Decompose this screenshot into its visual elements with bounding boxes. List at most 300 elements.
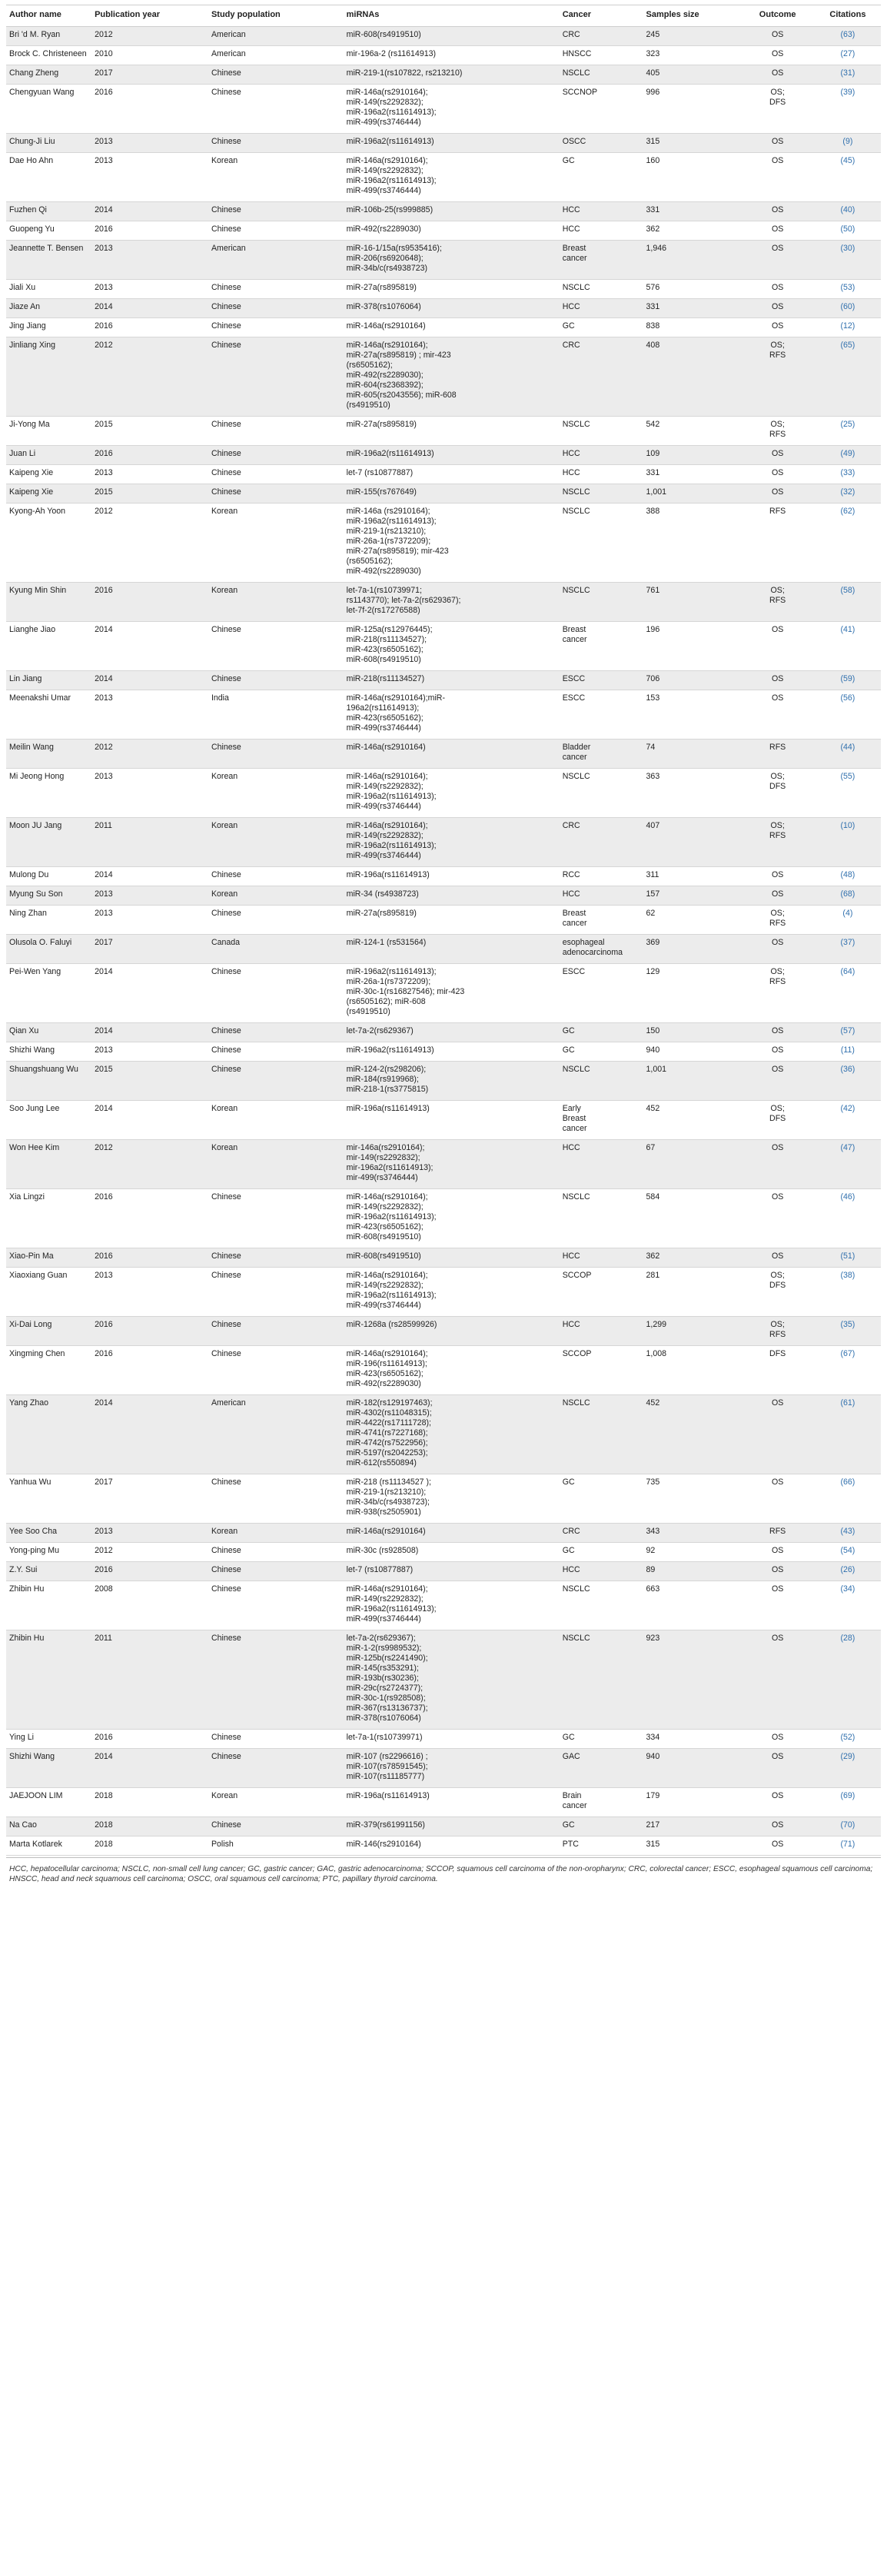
cell-study-population: American (208, 241, 344, 280)
cell-citation[interactable]: (32) (815, 484, 881, 504)
cell-cancer: NSCLC (560, 280, 643, 299)
cell-citation[interactable]: (51) (815, 1248, 881, 1268)
cell-citation[interactable]: (53) (815, 280, 881, 299)
cell-mirnas: miR-196a(rs11614913) (344, 867, 560, 886)
cell-outcome: OS (740, 1543, 814, 1562)
cell-author: Pei-Wen Yang (6, 964, 91, 1023)
cell-publication-year: 2014 (91, 1023, 208, 1042)
header-cancer: Cancer (560, 5, 643, 27)
cell-cancer: HCC (560, 465, 643, 484)
cell-cancer: RCC (560, 867, 643, 886)
cell-sample-size: 129 (643, 964, 741, 1023)
cell-mirnas: miR-182(rs129197463); miR-4302(rs11048315); miR-4422(rs17111728); miR-4741(rs7227168); miR-4742(rs7522956); miR-5197(rs2042253); miR-612(rs550894) (344, 1395, 560, 1474)
cell-mirnas: miR-608(rs4919510) (344, 27, 560, 46)
cell-study-population: Chinese (208, 1730, 344, 1749)
cell-sample-size: 576 (643, 280, 741, 299)
table-row (6, 504, 881, 583)
cell-author: Xiaoxiang Guan (6, 1268, 91, 1317)
cell-study-population: Chinese (208, 1023, 344, 1042)
cell-sample-size: 179 (643, 1788, 741, 1817)
table-row (6, 1730, 881, 1749)
cell-citation[interactable]: (71) (815, 1836, 881, 1856)
table-row (6, 583, 881, 622)
header-author: Author name (6, 5, 91, 27)
cell-author: Guopeng Yu (6, 221, 91, 241)
table-footnote: HCC, hepatocellular carcinoma; NSCLC, non-small cell lung cancer; GC, gastric cancer; GAC, gastric adenocarcinoma; SCCOP, squamous cell carcinoma of the non-oropharynx; CRC, colorectal cancer; ESCC, esophageal squamous cell carcinoma; HNSCC, head and neck squamous cell carcinoma; OSCC, oral squamous cell carcinoma; PTC, papillary thyroid carcinoma. (6, 1857, 881, 1890)
cell-publication-year: 2010 (91, 46, 208, 65)
cell-citation[interactable]: (35) (815, 1317, 881, 1346)
cell-cancer: Early Breast cancer (560, 1101, 643, 1140)
cell-mirnas: miR-125a(rs12976445); miR-218(rs11134527); miR-423(rs6505162); miR-608(rs4919510) (344, 622, 560, 671)
cell-sample-size: 62 (643, 906, 741, 935)
cell-publication-year: 2015 (91, 1062, 208, 1101)
cell-mirnas: miR-146a(rs2910164);miR- 196a2(rs11614913); miR-423(rs6505162); miR-499(rs3746444) (344, 690, 560, 740)
cell-author: Chengyuan Wang (6, 85, 91, 134)
table-row (6, 1062, 881, 1101)
cell-cancer: GC (560, 153, 643, 202)
cell-author: Fuzhen Qi (6, 202, 91, 221)
cell-outcome: OS; RFS (740, 417, 814, 446)
cell-author: Won Hee Kim (6, 1140, 91, 1189)
cell-mirnas: miR-27a(rs895819) (344, 280, 560, 299)
cell-author: Yong-ping Mu (6, 1543, 91, 1562)
cell-citation[interactable]: (43) (815, 1524, 881, 1543)
cell-author: Lianghe Jiao (6, 622, 91, 671)
cell-sample-size: 311 (643, 867, 741, 886)
cell-outcome: OS (740, 1836, 814, 1856)
cell-study-population: Chinese (208, 622, 344, 671)
cell-study-population: Korean (208, 153, 344, 202)
table-row (6, 27, 881, 46)
table-row (6, 740, 881, 769)
cell-citation[interactable]: (44) (815, 740, 881, 769)
cell-sample-size: 343 (643, 1524, 741, 1543)
cell-author: Jiaze An (6, 299, 91, 318)
cell-cancer: SCCOP (560, 1268, 643, 1317)
cell-publication-year: 2016 (91, 1317, 208, 1346)
table-row (6, 202, 881, 221)
table-row (6, 886, 881, 906)
cell-citation[interactable]: (10) (815, 818, 881, 867)
table-row (6, 622, 881, 671)
cell-mirnas: let-7a-1(rs10739971) (344, 1730, 560, 1749)
cell-study-population: Chinese (208, 299, 344, 318)
cell-publication-year: 2016 (91, 1562, 208, 1581)
cell-cancer: NSCLC (560, 1630, 643, 1730)
cell-study-population: American (208, 46, 344, 65)
cell-publication-year: 2013 (91, 1524, 208, 1543)
cell-sample-size: 407 (643, 818, 741, 867)
cell-study-population: Korean (208, 886, 344, 906)
cell-author: Kaipeng Xie (6, 484, 91, 504)
cell-cancer: HCC (560, 1562, 643, 1581)
cell-sample-size: 74 (643, 740, 741, 769)
table-row (6, 867, 881, 886)
table-row (6, 337, 881, 417)
cell-citation[interactable]: (67) (815, 1346, 881, 1395)
cell-publication-year: 2018 (91, 1817, 208, 1836)
cell-citation[interactable]: (65) (815, 337, 881, 417)
table-row (6, 1268, 881, 1317)
cell-sample-size: 245 (643, 27, 741, 46)
cell-citation[interactable]: (63) (815, 27, 881, 46)
cell-mirnas: miR-146a (rs2910164); miR-196a2(rs11614913); miR-219-1(rs213210); miR-26a-1(rs7372209); miR-27a(rs895819); mir-423 (rs6505162); miR-492(rs2289030) (344, 504, 560, 583)
cell-cancer: HNSCC (560, 46, 643, 65)
cell-citation[interactable]: (41) (815, 622, 881, 671)
cell-publication-year: 2012 (91, 1140, 208, 1189)
cell-sample-size: 996 (643, 85, 741, 134)
cell-mirnas: miR-379(rs61991156) (344, 1817, 560, 1836)
cell-publication-year: 2013 (91, 886, 208, 906)
cell-citation[interactable]: (42) (815, 1101, 881, 1140)
cell-publication-year: 2013 (91, 134, 208, 153)
cell-author: Jinliang Xing (6, 337, 91, 417)
cell-mirnas: miR-146a(rs2910164); miR-149(rs2292832); miR-196a2(rs11614913); miR-423(rs6505162); miR-608(rs4919510) (344, 1189, 560, 1248)
cell-citation[interactable]: (33) (815, 465, 881, 484)
mirna-snp-study-table (6, 5, 881, 1856)
cell-sample-size: 1,299 (643, 1317, 741, 1346)
cell-publication-year: 2013 (91, 465, 208, 484)
cell-mirnas: miR-196a(rs11614913) (344, 1788, 560, 1817)
header-publication-year: Publication year (91, 5, 208, 27)
cell-author: Brock C. Christeneen (6, 46, 91, 65)
cell-cancer: GC (560, 1042, 643, 1062)
cell-sample-size: 1,001 (643, 1062, 741, 1101)
cell-publication-year: 2016 (91, 1346, 208, 1395)
cell-author: Kyong-Ah Yoon (6, 504, 91, 583)
cell-mirnas: miR-27a(rs895819) (344, 417, 560, 446)
cell-outcome: OS (740, 1189, 814, 1248)
cell-citation[interactable]: (57) (815, 1023, 881, 1042)
cell-cancer: NSCLC (560, 583, 643, 622)
cell-author: Lin Jiang (6, 671, 91, 690)
cell-outcome: OS (740, 935, 814, 964)
cell-citation[interactable]: (45) (815, 153, 881, 202)
cell-publication-year: 2013 (91, 690, 208, 740)
table-row (6, 417, 881, 446)
cell-study-population: Chinese (208, 1062, 344, 1101)
cell-study-population: Chinese (208, 867, 344, 886)
cell-author: Na Cao (6, 1817, 91, 1836)
cell-author: Kyung Min Shin (6, 583, 91, 622)
cell-publication-year: 2016 (91, 318, 208, 337)
cell-mirnas: miR-155(rs767649) (344, 484, 560, 504)
cell-author: Olusola O. Faluyi (6, 935, 91, 964)
cell-citation[interactable]: (27) (815, 46, 881, 65)
cell-citation[interactable]: (30) (815, 241, 881, 280)
cell-sample-size: 150 (643, 1023, 741, 1042)
cell-sample-size: 196 (643, 622, 741, 671)
table-row (6, 1101, 881, 1140)
cell-study-population: Korean (208, 818, 344, 867)
cell-mirnas: miR-107 (rs2296616) ; miR-107(rs78591545); miR-107(rs11185777) (344, 1749, 560, 1788)
cell-author: Jiali Xu (6, 280, 91, 299)
cell-cancer: NSCLC (560, 65, 643, 85)
cell-publication-year: 2017 (91, 65, 208, 85)
cell-cancer: NSCLC (560, 1395, 643, 1474)
cell-citation[interactable]: (62) (815, 504, 881, 583)
cell-citation[interactable]: (55) (815, 769, 881, 818)
cell-citation[interactable]: (36) (815, 1062, 881, 1101)
table-row (6, 1749, 881, 1788)
cell-citation[interactable]: (26) (815, 1562, 881, 1581)
cell-cancer: Bladder cancer (560, 740, 643, 769)
cell-outcome: OS (740, 622, 814, 671)
cell-mirnas: miR-378(rs1076064) (344, 299, 560, 318)
table-row (6, 1317, 881, 1346)
cell-author: JAEJOON LIM (6, 1788, 91, 1817)
cell-study-population: Chinese (208, 1817, 344, 1836)
cell-author: Juan Li (6, 446, 91, 465)
cell-cancer: PTC (560, 1836, 643, 1856)
cell-author: Zhibin Hu (6, 1630, 91, 1730)
table-row (6, 1543, 881, 1562)
cell-citation[interactable]: (28) (815, 1630, 881, 1730)
table-row (6, 906, 881, 935)
table-row (6, 85, 881, 134)
cell-citation[interactable]: (25) (815, 417, 881, 446)
cell-mirnas: let-7a-2(rs629367); miR-1-2(rs9989532); miR-125b(rs2241490); miR-145(rs353291); miR-193b(rs30236); miR-29c(rs2724377); miR-30c-1(rs928508); miR-367(rs13136737); miR-378(rs1076064) (344, 1630, 560, 1730)
cell-study-population: Chinese (208, 202, 344, 221)
cell-citation[interactable]: (48) (815, 867, 881, 886)
table-row (6, 134, 881, 153)
cell-citation[interactable]: (49) (815, 446, 881, 465)
header-citations: Citations (815, 5, 881, 27)
cell-cancer: GC (560, 1730, 643, 1749)
cell-citation[interactable]: (56) (815, 690, 881, 740)
cell-mirnas: let-7 (rs10877887) (344, 1562, 560, 1581)
cell-citation[interactable]: (11) (815, 1042, 881, 1062)
cell-author: Meenakshi Umar (6, 690, 91, 740)
cell-publication-year: 2014 (91, 867, 208, 886)
cell-outcome: RFS (740, 504, 814, 583)
cell-mirnas: miR-218(rs11134527) (344, 671, 560, 690)
cell-publication-year: 2017 (91, 935, 208, 964)
cell-study-population: Chinese (208, 1474, 344, 1524)
cell-citation[interactable]: (59) (815, 671, 881, 690)
cell-author: Moon JU Jang (6, 818, 91, 867)
cell-publication-year: 2016 (91, 1248, 208, 1268)
cell-citation[interactable]: (64) (815, 964, 881, 1023)
cell-sample-size: 109 (643, 446, 741, 465)
cell-outcome: OS (740, 1062, 814, 1101)
table-row (6, 1189, 881, 1248)
cell-mirnas: miR-146a(rs2910164) (344, 1524, 560, 1543)
cell-publication-year: 2015 (91, 417, 208, 446)
cell-study-population: Chinese (208, 906, 344, 935)
table-row (6, 46, 881, 65)
cell-author: Ji-Yong Ma (6, 417, 91, 446)
cell-outcome: OS; DFS (740, 1268, 814, 1317)
cell-outcome: OS (740, 867, 814, 886)
cell-publication-year: 2012 (91, 27, 208, 46)
cell-publication-year: 2016 (91, 1189, 208, 1248)
table-row (6, 935, 881, 964)
table-header (6, 5, 881, 27)
cell-citation[interactable]: (47) (815, 1140, 881, 1189)
cell-sample-size: 940 (643, 1749, 741, 1788)
table-row (6, 241, 881, 280)
cell-publication-year: 2013 (91, 769, 208, 818)
cell-study-population: Chinese (208, 85, 344, 134)
cell-mirnas: miR-146a(rs2910164) (344, 318, 560, 337)
cell-author: Yang Zhao (6, 1395, 91, 1474)
cell-mirnas: miR-34 (rs4938723) (344, 886, 560, 906)
cell-publication-year: 2014 (91, 1749, 208, 1788)
cell-publication-year: 2013 (91, 153, 208, 202)
cell-publication-year: 2014 (91, 671, 208, 690)
cell-publication-year: 2012 (91, 504, 208, 583)
cell-mirnas: miR-124-1 (rs531564) (344, 935, 560, 964)
cell-publication-year: 2013 (91, 906, 208, 935)
cell-author: Ying Li (6, 1730, 91, 1749)
cell-publication-year: 2013 (91, 241, 208, 280)
cell-citation[interactable]: (9) (815, 134, 881, 153)
cell-sample-size: 838 (643, 318, 741, 337)
cell-study-population: Chinese (208, 337, 344, 417)
cell-citation[interactable]: (31) (815, 65, 881, 85)
cell-author: Myung Su Son (6, 886, 91, 906)
cell-publication-year: 2013 (91, 1042, 208, 1062)
cell-publication-year: 2008 (91, 1581, 208, 1630)
cell-outcome: OS; RFS (740, 818, 814, 867)
cell-author: Meilin Wang (6, 740, 91, 769)
header-mirnas: miRNAs (344, 5, 560, 27)
cell-author: Dae Ho Ahn (6, 153, 91, 202)
cell-publication-year: 2014 (91, 964, 208, 1023)
cell-citation[interactable]: (70) (815, 1817, 881, 1836)
cell-outcome: OS (740, 1788, 814, 1817)
cell-mirnas: miR-196a2(rs11614913); miR-26a-1(rs7372209); miR-30c-1(rs16827546); mir-423 (rs6505162); miR-608 (rs4919510) (344, 964, 560, 1023)
cell-citation[interactable]: (37) (815, 935, 881, 964)
cell-publication-year: 2014 (91, 1395, 208, 1474)
cell-citation[interactable]: (40) (815, 202, 881, 221)
cell-cancer: NSCLC (560, 504, 643, 583)
cell-cancer: GAC (560, 1749, 643, 1788)
cell-author: Shizhi Wang (6, 1042, 91, 1062)
cell-outcome: OS (740, 299, 814, 318)
cell-mirnas: miR-146a(rs2910164); miR-149(rs2292832); miR-196a2(rs11614913); miR-499(rs3746444) (344, 85, 560, 134)
cell-outcome: OS (740, 1630, 814, 1730)
cell-author: Chang Zheng (6, 65, 91, 85)
cell-sample-size: 388 (643, 504, 741, 583)
cell-publication-year: 2018 (91, 1836, 208, 1856)
cell-study-population: Chinese (208, 1317, 344, 1346)
cell-outcome: RFS (740, 1524, 814, 1543)
cell-sample-size: 331 (643, 202, 741, 221)
cell-sample-size: 663 (643, 1581, 741, 1630)
cell-sample-size: 405 (643, 65, 741, 85)
cell-outcome: OS; RFS (740, 583, 814, 622)
cell-study-population: Canada (208, 935, 344, 964)
cell-citation[interactable]: (60) (815, 299, 881, 318)
cell-study-population: Chinese (208, 65, 344, 85)
cell-citation[interactable]: (58) (815, 583, 881, 622)
cell-citation[interactable]: (38) (815, 1268, 881, 1317)
cell-publication-year: 2012 (91, 337, 208, 417)
table-row (6, 1630, 881, 1730)
cell-study-population: Chinese (208, 1562, 344, 1581)
cell-study-population: Chinese (208, 446, 344, 465)
cell-sample-size: 923 (643, 1630, 741, 1730)
cell-mirnas: miR-196a2(rs11614913) (344, 134, 560, 153)
cell-citation[interactable]: (46) (815, 1189, 881, 1248)
cell-publication-year: 2011 (91, 1630, 208, 1730)
cell-outcome: OS (740, 221, 814, 241)
cell-citation[interactable]: (69) (815, 1788, 881, 1817)
cell-mirnas: miR-146a(rs2910164); miR-149(rs2292832); miR-196a2(rs11614913); miR-499(rs3746444) (344, 1268, 560, 1317)
cell-sample-size: 542 (643, 417, 741, 446)
cell-outcome: OS (740, 134, 814, 153)
cell-mirnas: miR-16-1/15a(rs9535416); miR-206(rs6920648); miR-34b/c(rs4938723) (344, 241, 560, 280)
cell-sample-size: 334 (643, 1730, 741, 1749)
cell-outcome: OS (740, 465, 814, 484)
cell-cancer: NSCLC (560, 484, 643, 504)
cell-publication-year: 2012 (91, 740, 208, 769)
cell-study-population: Chinese (208, 1749, 344, 1788)
cell-cancer: GC (560, 318, 643, 337)
table-body (6, 27, 881, 1856)
cell-citation[interactable]: (34) (815, 1581, 881, 1630)
cell-publication-year: 2014 (91, 622, 208, 671)
cell-outcome: OS (740, 1581, 814, 1630)
cell-outcome: OS (740, 446, 814, 465)
cell-author: Qian Xu (6, 1023, 91, 1042)
cell-outcome: OS; RFS (740, 1317, 814, 1346)
cell-mirnas: let-7a-2(rs629367) (344, 1023, 560, 1042)
cell-author: Soo Jung Lee (6, 1101, 91, 1140)
table-row (6, 221, 881, 241)
cell-mirnas: miR-196a2(rs11614913) (344, 446, 560, 465)
cell-publication-year: 2011 (91, 818, 208, 867)
cell-mirnas: miR-146(rs2910164) (344, 1836, 560, 1856)
table-row (6, 769, 881, 818)
cell-sample-size: 452 (643, 1101, 741, 1140)
cell-citation[interactable]: (66) (815, 1474, 881, 1524)
cell-study-population: American (208, 27, 344, 46)
cell-citation[interactable]: (52) (815, 1730, 881, 1749)
cell-sample-size: 706 (643, 671, 741, 690)
cell-citation[interactable]: (4) (815, 906, 881, 935)
table-row (6, 1524, 881, 1543)
cell-sample-size: 761 (643, 583, 741, 622)
cell-citation[interactable]: (29) (815, 1749, 881, 1788)
cell-sample-size: 1,946 (643, 241, 741, 280)
cell-citation[interactable]: (39) (815, 85, 881, 134)
cell-author: Jeannette T. Bensen (6, 241, 91, 280)
table-row (6, 446, 881, 465)
cell-citation[interactable]: (61) (815, 1395, 881, 1474)
cell-mirnas: miR-196a(rs11614913) (344, 1101, 560, 1140)
cell-mirnas: miR-146a(rs2910164); miR-149(rs2292832); miR-196a2(rs11614913); miR-499(rs3746444) (344, 1581, 560, 1630)
cell-citation[interactable]: (50) (815, 221, 881, 241)
cell-citation[interactable]: (54) (815, 1543, 881, 1562)
table-row (6, 1817, 881, 1836)
cell-cancer: CRC (560, 27, 643, 46)
cell-study-population: Chinese (208, 740, 344, 769)
cell-author: Jing Jiang (6, 318, 91, 337)
cell-outcome: OS (740, 241, 814, 280)
cell-outcome: OS (740, 27, 814, 46)
cell-sample-size: 408 (643, 337, 741, 417)
cell-publication-year: 2017 (91, 1474, 208, 1524)
cell-outcome: OS (740, 280, 814, 299)
cell-citation[interactable]: (68) (815, 886, 881, 906)
cell-citation[interactable]: (12) (815, 318, 881, 337)
cell-cancer: Breast cancer (560, 241, 643, 280)
cell-sample-size: 362 (643, 221, 741, 241)
cell-mirnas: miR-27a(rs895819) (344, 906, 560, 935)
